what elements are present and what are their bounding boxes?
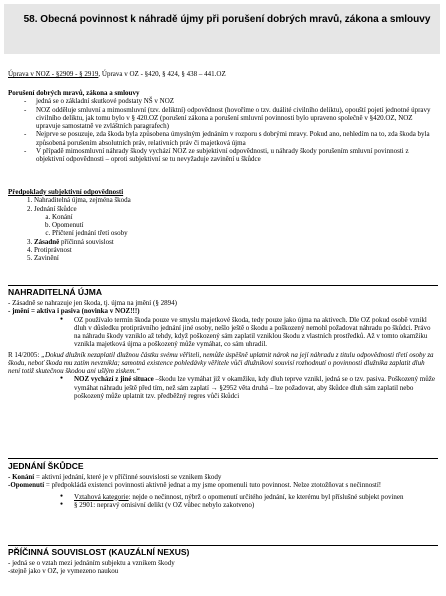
action-line-2-rest: = předpokládá existenci povinnosti aktivně jednat a my jsme opomenuli tuto povinnost. Nelze ztotožňovat s nečinností! [44, 481, 382, 490]
list-item: b. Opomenutí [52, 221, 438, 229]
list-item: 1. Nahraditelná újma, zejména škoda [34, 196, 438, 204]
action-line-1 [8, 473, 438, 481]
page-title: 58. Obecná povinnost k náhradě újmy při porušení dobrých mravů, zákona a smlouvy [23, 14, 431, 25]
list-item: - V případě mimosmluvní náhrady škody vychází NOZ ze subjektivní odpovědnosti, u náhrady škody porušením smluvní povinnosti z objektivní odpovědnosti – oproti subjektivní se tu nevyžaduje zavinění u škůdce [24, 147, 438, 164]
divider [8, 458, 438, 459]
list-item: 5. Zavinění [34, 254, 438, 262]
damage-bullets-2 [8, 375, 438, 400]
list-item: ● § 2901: nepravý omisivní delikt (v OZ vůbec nebylo zakotveno) [66, 501, 438, 509]
list-item [34, 205, 438, 238]
section-causality-heading: PŘÍČINNÁ SOUVISLOST (KAUZÁLNÍ NEXUS) [8, 547, 190, 557]
court-ruling-label: R 14/2005: [8, 350, 42, 359]
damage-line-1: - Zásadně se nahrazuje jen škoda, tj. újma na jmění (§ 2894) [8, 299, 177, 308]
list-item-bold: NOZ vychází z jiné situace [74, 375, 154, 384]
section-damage-heading: NAHRADITELNÁ ÚJMA [8, 287, 102, 297]
action-line-1-bold: - Konání [8, 473, 35, 482]
section-damage [8, 287, 438, 400]
title-box [4, 4, 440, 54]
intro-prefix: Úprava v NOZ - §2909 - § 2919 [8, 70, 99, 78]
list-item-bold: Zásadně [34, 237, 60, 246]
list-item [66, 493, 438, 501]
list-item-rest: : nejde o nečinnost, nýbrž o opomenutí určitého jednání, ke kterému byl příslušné subjekt povinen [128, 492, 404, 501]
action-bullets [8, 493, 438, 510]
prerequisites-list [8, 196, 438, 262]
list-item-rest: –škodu lze vymáhat již v okamžiku, kdy dluh teprve vznikl, jedná se o tzv. pasiva. Poškozený může vymáhat náhradu ještě před tím, než sám zaplatí → §2952 věta druhá – lze požadovat, aby škůdce dluh sám zaplatil nebo poškozený může uplatnit tzv. předběžný regres vůči škůdci [74, 375, 435, 400]
list-item: - NOZ odděluje smluvní a mimosmluvní (tzv. deliktní) odpovědnost (hovoříme o tzv. duálité civilního deliktu), opouští pojetí jednotné úpravy civilního deliktu, jak tomu bylo v § 420.OZ (porušení zákona a porušení smluvní povinnosti bylo upraveno společně v §420.OZ, NOZ upravuje samostatně ve zvláštních paragrafech) [24, 106, 438, 131]
list-item [34, 238, 438, 246]
section-causality [8, 547, 438, 576]
causality-line-2: -stejně jako v OZ, je vymezeno naukou [8, 567, 119, 576]
list-item: ● OZ používalo termín škoda pouze ve smyslu majetkové škoda, tedy pouze jako újma na aktivech. Dle OZ pokud osobě vznikl dluh v důsledku protiprávního jednání jiné osoby, nešlo ještě o škodu a poškozený nemohl požadovat náhradu po škůdci. Právo na náhradu škody vzniklo až tehdy, když poškozený sám zaplatil vzniklou škodu z vlastních prostředků. Až v tomto okamžiku vznikla majetková újma a poškozený může vymáhat, co sám uhradil. [66, 316, 438, 349]
list-item-label: Jednání škůdce [34, 204, 77, 213]
action-sublist [34, 213, 438, 238]
section-violation [8, 89, 438, 163]
list-item: a. Konání [52, 213, 438, 221]
section-action-heading: JEDNÁNÍ ŠKŮDCE [8, 461, 84, 471]
court-ruling-text: „Dokud dlužník nezaplatil dlužnou částku svému věřiteli, nemůže úspěšně uplatnit nárok na její náhradu z titulu odpovědnosti třetí osoby za škodu, neboť škoda mu zatím nevznikla; samotná existence pohledávky věřitele vůči dlužníkovi souvisí rozhodnutí o povinnosti dlužníka zaplatit dluh není totiž skutečnou škodou ani ušlým ziskem.“ [8, 350, 434, 376]
list-item: c. Přičtení jednání třetí osoby [52, 229, 438, 237]
causality-line-1: - jedná se o vztah mezi jednáním subjektu a vznikem škody [8, 559, 175, 568]
section-prerequisites [8, 188, 438, 262]
divider [8, 285, 438, 286]
damage-line-2: - jmění = aktiva i pasiva (novinka v NOZ!!!) [8, 307, 140, 316]
action-line-2-bold: -Opomenutí [8, 481, 45, 490]
court-ruling [8, 351, 438, 376]
intro-line [8, 70, 438, 78]
list-item: - jedná se o základní skutkové podstaty NŠ v NOZ [24, 97, 438, 105]
list-item [66, 375, 438, 400]
intro-suffix: , Úprava v OZ - §420, § 424, § 438 – 441.OZ [98, 70, 226, 78]
divider [8, 545, 438, 546]
action-line-1-rest: = aktivní jednání, které je v příčinné souvislosti se vznikem škody [34, 473, 222, 482]
list-item-rest: příčinná souvislost [59, 237, 114, 246]
section-action [8, 461, 438, 509]
damage-bullets [8, 316, 438, 349]
list-item: - Nejprve se posuzuje, zda škoda byla způsobena úmyslným jednáním v rozporu s dobrými mravy. Pokud ano, nehledím na to, zda škoda byla způsobená porušením absolutních práv, relativních práv či majetková újma [24, 130, 438, 147]
action-line-2 [8, 481, 438, 489]
section-prerequisites-heading: Předpoklady subjektivní odpovědnosti [8, 188, 124, 196]
list-item: 4. Protiprávnost [34, 246, 438, 254]
section-violation-list [8, 97, 438, 163]
list-item-underlined: Vztahová kategorie [74, 492, 129, 501]
section-violation-heading: Porušení dobrých mravů, zákona a smlouvy [8, 89, 140, 97]
